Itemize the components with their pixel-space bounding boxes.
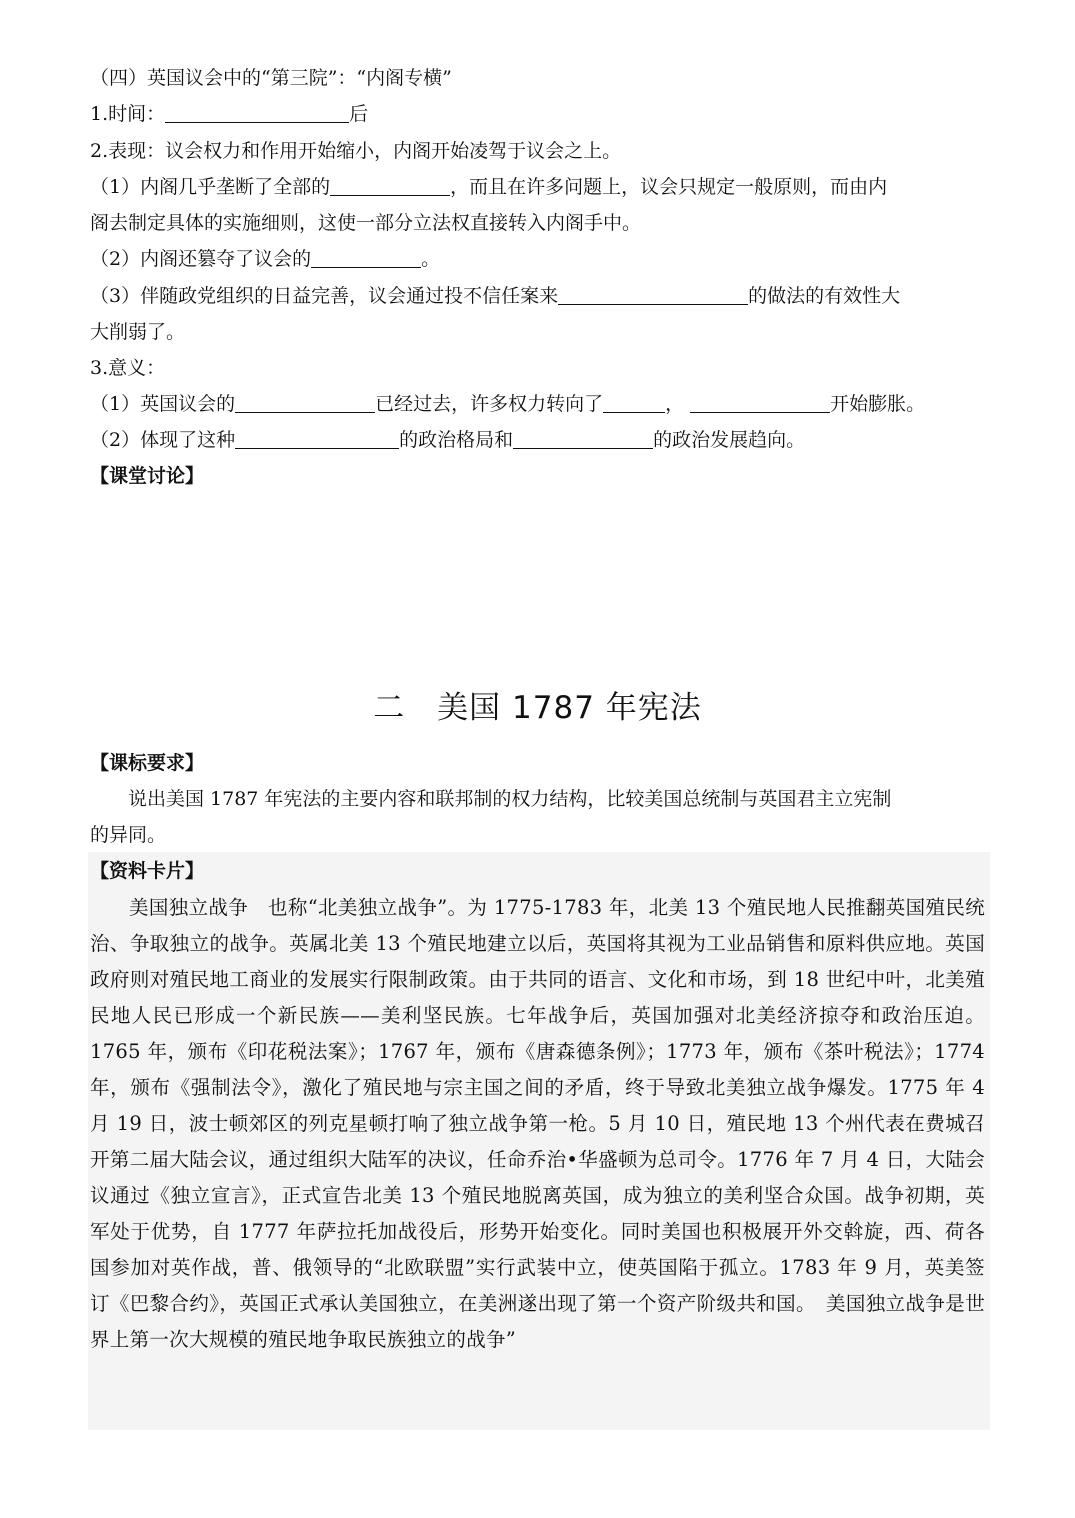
perf-item-3 [90, 284, 900, 308]
meaning-item-2-blank-2[interactable] [513, 429, 653, 449]
time-blank[interactable] [165, 103, 349, 123]
perf-item-3-text-a: （3）伴随政党组织的日益完善，议会通过投不信任案来 [90, 285, 559, 307]
perf-item-1 [90, 175, 887, 199]
perf-item-3-text-b: 的做法的有效性大 [748, 285, 901, 307]
meaning-item-1-text-a: （1）英国议会的 [90, 393, 236, 415]
perf-item-2-text-a: （2）内阁还篡夺了议会的 [90, 248, 312, 270]
perf-item-2 [90, 247, 440, 271]
standard-heading: 【课标要求】 [90, 752, 205, 774]
meaning-item-1-text-d: 开始膨胀。 [830, 393, 926, 415]
meaning-item-1-blank-3[interactable] [690, 393, 830, 413]
meaning-item-1-text-b: 已经过去，许多权力转向了 [375, 393, 604, 415]
meaning-item-2-blank-1[interactable] [235, 429, 399, 449]
meaning-item-2-text-a: （2）体现了这种 [90, 429, 236, 451]
standard-text-line-1: 说出美国 1787 年宪法的主要内容和联邦制的权力结构，比较美国总统制与英国君主立宪制 [128, 788, 892, 810]
discussion-heading: 【课堂讨论】 [90, 465, 205, 487]
standard-text-line-2: 的异同。 [90, 824, 167, 846]
perf-item-3-cont: 大削弱了。 [90, 321, 186, 343]
meaning-item-2-text-c: 的政治发展趋向。 [653, 429, 806, 451]
chapter-title: 二 美国 1787 年宪法 [373, 690, 702, 726]
perf-item-1-cont: 阁去制定具体的实施细则，这使一部分立法权直接转入内阁手中。 [90, 212, 642, 234]
performance-label: 2.表现：议会权力和作用开始缩小，内阁开始凌驾于议会之上。 [90, 140, 622, 162]
time-line [90, 102, 368, 126]
meaning-item-1 [90, 392, 925, 416]
meaning-item-1-blank-1[interactable] [235, 393, 375, 413]
time-after: 后 [349, 103, 369, 125]
meaning-item-1-text-c: ， [665, 393, 685, 415]
perf-item-1-blank[interactable] [330, 176, 450, 196]
meaning-item-2-text-b: 的政治格局和 [399, 429, 514, 451]
data-card-heading: 【资料卡片】 [90, 860, 205, 882]
perf-item-2-blank[interactable] [311, 248, 421, 268]
perf-item-1-text-b: ，而且在许多问题上，议会只规定一般原则，而由内 [450, 176, 888, 198]
perf-item-3-blank[interactable] [558, 285, 748, 305]
meaning-item-1-blank-2[interactable] [603, 393, 665, 413]
time-label: 1.时间： [90, 103, 166, 125]
perf-item-1-text-a: （1）内阁几乎垄断了全部的 [90, 176, 331, 198]
perf-item-2-text-b: 。 [421, 248, 441, 270]
meaning-item-2 [90, 428, 805, 452]
meaning-label: 3.意义： [90, 357, 166, 379]
data-card-text: 美国独立战争 也称“北美独立战争”。为 1775-1783 年，北美 13 个殖民地人民推翻英国殖民统治、争取独立的战争。英属北美 13 个殖民地建立以后，英国将其视为工业品销售和原料供应地。英国政府则对殖民地工商业的发展实行限制政策。由于共同的语言、文化和市场，到 18 世纪中叶，北美殖民地人民已形成一个新民族——美利坚民族。七年战争后，英国加强对北美经济掠夺和政治压迫。1765 年，颁布《印花税法案》；1767 年，颁布《唐森德条例》；1773 年，颁布《茶叶税法》；1774 年，颁布《强制法令》，激化了殖民地与宗主国之间的矛盾，终于导致北美独立战争爆发。1775 年 4 月 19 日，波士顿郊区的列克星顿打响了独立战争第一枪。5 月 10 日，殖民地 13 个州代表在费城召开第二届大陆会议，通过组织大陆军的决议，任命乔治•华盛顿为总司令。1776 年 7 月 4 日，大陆会议通过《独立宣言》，正式宣告北美 13 个殖民地脱离英国，成为独立的美利坚合众国。战争初期，英军处于优势，自 1777 年萨拉托加战役后，形势开始变化。同时美国也积极展开外交斡旋，西、荷各国参加对英作战，普、俄领导的“北欧联盟”实行武装中立，使英国陷于孤立。1783 年 9 月，英美签订《巴黎合约》，英国正式承认美国独立，在美洲遂出现了第一个资产阶级共和国。 美国独立战争是世界上第一次大规模的殖民地争取民族独立的战争” [90, 896, 985, 1351]
section-heading-cabinet: （四）英国议会中的“第三院”：“内阁专横” [90, 67, 452, 89]
